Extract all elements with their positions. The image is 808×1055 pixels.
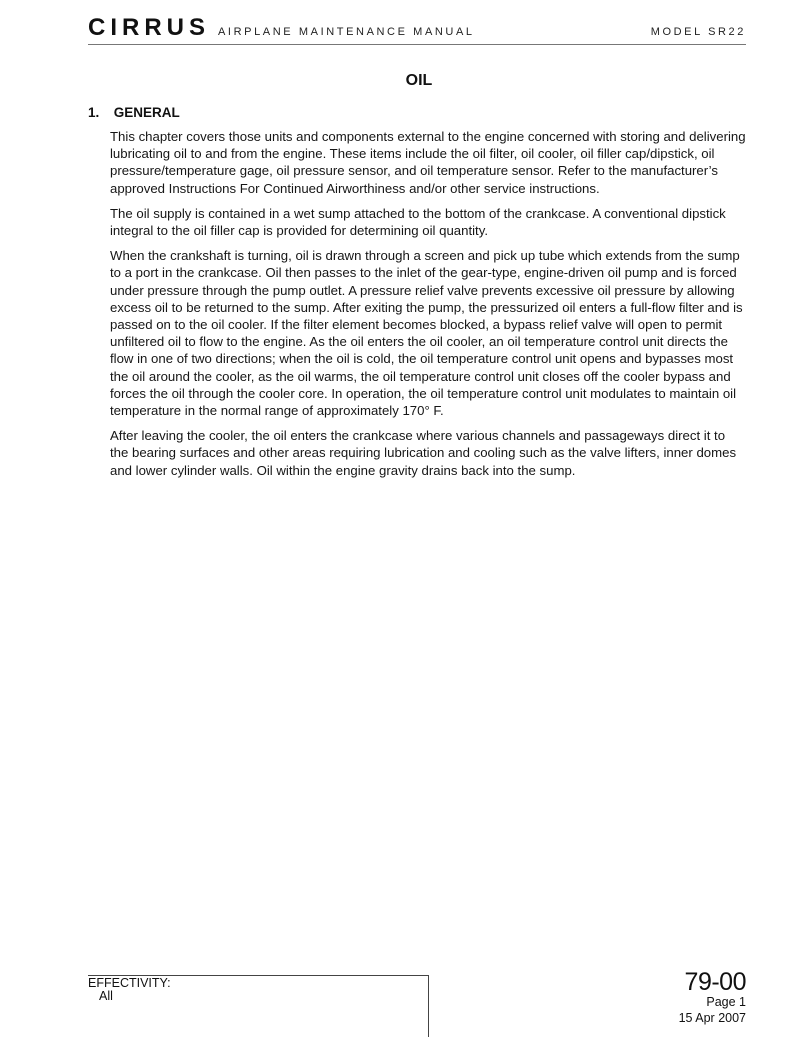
section-title: GENERAL: [113, 105, 180, 120]
paragraph: After leaving the cooler, the oil enters the crankcase where various channels and passageways direct it to the bearing surfaces and other areas requiring lubrication and cooling such as the valve lifters, inner domes and lower cylinder walls. Oil within the engine gravity drains back into the sump.: [110, 428, 737, 478]
brand-logo-text: CIRRUS: [88, 14, 211, 41]
section-heading: [88, 105, 180, 120]
header-divider: [88, 44, 746, 45]
page-title: OIL: [405, 72, 433, 89]
effectivity-label: EFFECTIVITY:: [88, 976, 171, 990]
aircraft-model: MODEL SR22: [650, 26, 746, 38]
effectivity-value: All: [99, 989, 113, 1003]
section-body: [110, 128, 746, 487]
section-number: 1.: [88, 105, 100, 120]
chapter-number: 79-00: [684, 968, 746, 996]
page-header: [88, 14, 746, 44]
paragraph: When the crankshaft is turning, oil is drawn through a screen and pick up tube which extends from the sump to a port in the crankcase. Oil then passes to the inlet of the gear-type, engine-driven oil pump and is forced under pressure through the pump outlet. A pressure relief valve prevents excessive oil pressure by allowing excess oil to be returned to the sump. After exiting the pump, the pressurized oil enters a full-flow filter and is passed on to the oil cooler. If the filter element becomes blocked, a bypass relief valve will open to permit unfiltered oil to flow to the engine. As the oil enters the oil cooler, an oil temperature control unit directs the flow in one of two directions; when the oil is cold, the oil temperature control unit opens and bypasses most the oil around the cooler, as the oil warms, the oil temperature control unit closes off the cooler bypass and forces the oil through the cooler core. In operation, the oil temperature control unit modulates to maintain oil temperature in the normal range of approximately 170° F.: [110, 248, 743, 419]
page-number: Page 1: [706, 995, 746, 1009]
footer-vertical-divider: [428, 975, 429, 1037]
manual-title: AIRPLANE MAINTENANCE MANUAL: [218, 26, 475, 38]
paragraph: The oil supply is contained in a wet sump attached to the bottom of the crankcase. A conventional dipstick integral to the oil filler cap is provided for determining oil quantity.: [110, 205, 726, 239]
revision-date: 15 Apr 2007: [678, 1011, 746, 1025]
paragraph: This chapter covers those units and components external to the engine concerned with storing and delivering lubricating oil to and from the engine. These items include the oil filter, oil cooler, oil filler cap/dipstick, oil pressure/temperature gage, oil pressure sensor, and oil temperature sensor. Refer to the manufacturer’s approved Instructions For Continued Airworthiness and/or other service instructions.: [110, 129, 746, 196]
